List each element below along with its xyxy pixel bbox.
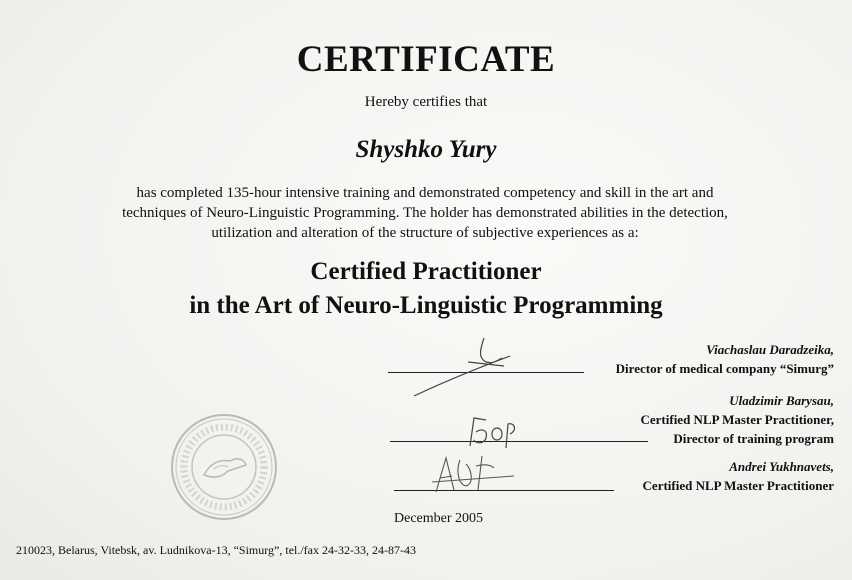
signature-3-scribble (428, 450, 518, 498)
holder-name: Shyshko Yury (355, 136, 497, 163)
company-address: 210023, Belarus, Vitebsk, av. Ludnikova-13, “Simurg”, tel./fax 24-32-33, 24-87-43 (16, 543, 416, 557)
signature-2-scribble (462, 410, 522, 452)
hereby-text: Hereby certifies that (364, 94, 488, 110)
body-line-2: techniques of Neuro-Linguistic Programming. The holder has demonstrated abilities in the detection, (122, 205, 728, 221)
signatory-3 (643, 459, 834, 494)
qualification-line-1: Certified Practitioner (310, 258, 542, 285)
certificate-body (80, 183, 770, 243)
signature-1-scribble (408, 332, 548, 402)
signatory-1-name: Viachaslau Daradzeika, (706, 342, 834, 357)
signatory-2-name: Uladzimir Barysau, (729, 393, 834, 408)
certificate-title: CERTIFICATE (296, 39, 556, 80)
signatory-1-title: Director of medical company “Simurg” (615, 361, 834, 376)
signatory-2 (641, 393, 835, 447)
signatory-3-name: Andrei Yukhnavets, (729, 459, 834, 474)
signatory-2-title-2: Director of training program (673, 431, 834, 446)
qualification-line-2: in the Art of Neuro-Linguistic Programming (189, 292, 663, 319)
company-seal (168, 411, 280, 523)
certificate-date: December 2005 (394, 511, 484, 526)
body-line-3: utilization and alteration of the structure of subjective experiences as a: (211, 225, 639, 241)
signatory-1 (616, 342, 834, 377)
signatory-2-title-1: Certified NLP Master Practitioner, (640, 412, 834, 427)
body-line-1: has completed 135-hour intensive training and demonstrated competency and skill in the art and (136, 185, 714, 201)
signatory-3-title: Certified NLP Master Practitioner (642, 478, 834, 493)
